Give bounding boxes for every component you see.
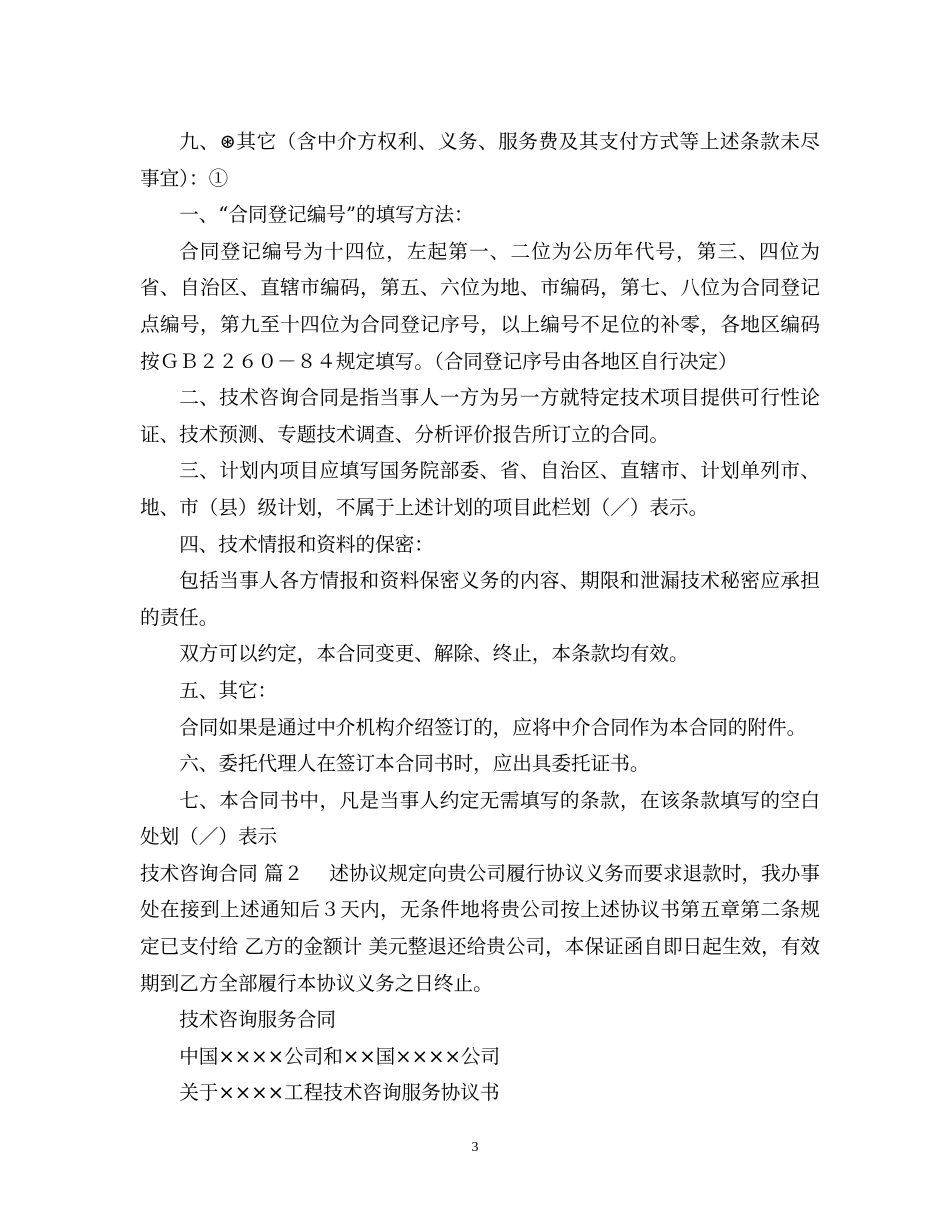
section2-title: 技术咨询合同 篇２ — [140, 861, 304, 885]
paragraph-registration-number-method: 合同登记编号为十四位，左起第一、二位为公历年代号，第三、四位为省、自治区、直辖市编码，第五、六位为地、市编码，第七、八位为合同登记点编号，第九至十四位为合同登记序号，以上编号不足位的补零，各地区编码按ＧＢ２２６０－８４规定填写。（合同登记序号由各地区自行决定） — [140, 239, 820, 373]
paragraph-other-heading: 五、其它： — [179, 678, 278, 702]
paragraph-parties: 中国××××公司和××国××××公司 — [179, 1044, 501, 1068]
paragraph-service-contract-title: 技术咨询服务合同 — [179, 1008, 336, 1032]
section2-text: 述协议规定向贵公司履行协议义务而要求退款时，我办事处在接到上述通知后３天内，无条件地将贵公司按上述协议书第五章第二条规定已支付给 乙方的金额计 美元整退还给贵公司，本保证函自即日起生效，有效期到乙方全部履行本协议义务之日终止。 — [140, 861, 821, 995]
paragraph-planned-projects: 三、计划内项目应填写国务院部委、省、自治区、直辖市、计划单列市、地、市（县）级计划，不属于上述计划的项目此栏划（／）表示。 — [140, 459, 820, 519]
paragraph-agreement-title: 关于××××工程技术咨询服务协议书 — [179, 1081, 500, 1105]
paragraph-clause-validity: 双方可以约定，本合同变更、解除、终止，本条款均有效。 — [179, 642, 689, 666]
section2-paragraph — [140, 856, 820, 1002]
paragraph-intermediary-contract: 合同如果是通过中介机构介绍签订的，应将中介合同作为本合同的附件。 — [179, 715, 807, 739]
paragraph-other-terms: 九、⊛其它（含中介方权利、义务、服务费及其支付方式等上述条款未尽事宜）：① — [140, 130, 820, 190]
paragraph-confidentiality-content: 包括当事人各方情报和资料保密义务的内容、期限和泄漏技术秘密应承担的责任。 — [140, 569, 820, 629]
paragraph-consulting-contract-definition: 二、技术咨询合同是指当事人一方为另一方就特定技术项目提供可行性论证、技术预测、专题技术调查、分析评价报告所订立的合同。 — [140, 386, 820, 446]
paragraph-registration-number-heading: 一、“合同登记编号”的填写方法： — [179, 203, 474, 227]
paragraph-confidentiality-heading: 四、技术情报和资料的保密： — [179, 532, 434, 556]
document-body — [140, 124, 820, 1112]
paragraph-agent-authorization: 六、委托代理人在签订本合同书时，应出具委托证书。 — [179, 752, 650, 776]
paragraph-blank-marking: 七、本合同书中，凡是当事人约定无需填写的条款，在该条款填写的空白处划（／）表示 — [140, 788, 820, 849]
page-number: 3 — [471, 1140, 479, 1155]
